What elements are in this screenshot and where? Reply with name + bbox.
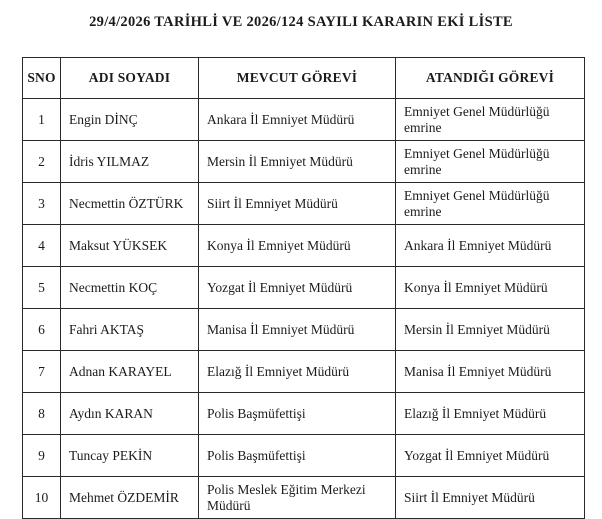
cell-current: Polis Meslek Eğitim Merkezi Müdürü — [199, 477, 396, 519]
cell-name: Tuncay PEKİN — [61, 435, 199, 477]
cell-assigned: Manisa İl Emniyet Müdürü — [396, 351, 585, 393]
cell-assigned: Elazığ İl Emniyet Müdürü — [396, 393, 585, 435]
cell-name: Engin DİNÇ — [61, 99, 199, 141]
cell-assigned: Emniyet Genel Müdürlüğü emrine — [396, 99, 585, 141]
appointments-table — [22, 57, 585, 519]
cell-name: Necmettin KOÇ — [61, 267, 199, 309]
cell-current: Elazığ İl Emniyet Müdürü — [199, 351, 396, 393]
cell-sno: 1 — [23, 99, 61, 141]
cell-assigned: Yozgat İl Emniyet Müdürü — [396, 435, 585, 477]
cell-current: Manisa İl Emniyet Müdürü — [199, 309, 396, 351]
table-body — [23, 99, 585, 519]
cell-name: Maksut YÜKSEK — [61, 225, 199, 267]
cell-current: Mersin İl Emniyet Müdürü — [199, 141, 396, 183]
table-row — [23, 225, 585, 267]
cell-current: Ankara İl Emniyet Müdürü — [199, 99, 396, 141]
header-assigned: ATANDIĞI GÖREVİ — [396, 58, 585, 99]
cell-assigned: Siirt İl Emniyet Müdürü — [396, 477, 585, 519]
cell-name: Adnan KARAYEL — [61, 351, 199, 393]
cell-current: Siirt İl Emniyet Müdürü — [199, 183, 396, 225]
cell-assigned: Mersin İl Emniyet Müdürü — [396, 309, 585, 351]
cell-sno: 7 — [23, 351, 61, 393]
cell-name: Necmettin ÖZTÜRK — [61, 183, 199, 225]
header-current: MEVCUT GÖREVİ — [199, 58, 396, 99]
cell-sno: 6 — [23, 309, 61, 351]
cell-sno: 4 — [23, 225, 61, 267]
cell-sno: 10 — [23, 477, 61, 519]
cell-sno: 3 — [23, 183, 61, 225]
cell-assigned: Konya İl Emniyet Müdürü — [396, 267, 585, 309]
table-row — [23, 267, 585, 309]
cell-sno: 8 — [23, 393, 61, 435]
cell-assigned: Emniyet Genel Müdürlüğü emrine — [396, 183, 585, 225]
cell-assigned: Emniyet Genel Müdürlüğü emrine — [396, 141, 585, 183]
table-row — [23, 309, 585, 351]
header-name: ADI SOYADI — [61, 58, 199, 99]
document-title: 29/4/2026 TARİHLİ VE 2026/124 SAYILI KARARIN EKİ LİSTE — [89, 14, 513, 30]
cell-name: Aydın KARAN — [61, 393, 199, 435]
cell-name: İdris YILMAZ — [61, 141, 199, 183]
cell-sno: 9 — [23, 435, 61, 477]
table-row — [23, 477, 585, 519]
table-row — [23, 351, 585, 393]
table-row — [23, 435, 585, 477]
table-row — [23, 183, 585, 225]
cell-sno: 2 — [23, 141, 61, 183]
cell-current: Polis Başmüfettişi — [199, 435, 396, 477]
table-row — [23, 99, 585, 141]
header-sno: SNO — [23, 58, 61, 99]
cell-name: Mehmet ÖZDEMİR — [61, 477, 199, 519]
cell-assigned: Ankara İl Emniyet Müdürü — [396, 225, 585, 267]
cell-current: Polis Başmüfettişi — [199, 393, 396, 435]
cell-sno: 5 — [23, 267, 61, 309]
table-row — [23, 393, 585, 435]
cell-name: Fahri AKTAŞ — [61, 309, 199, 351]
table-row — [23, 141, 585, 183]
table-header-row — [23, 58, 585, 99]
cell-current: Konya İl Emniyet Müdürü — [199, 225, 396, 267]
cell-current: Yozgat İl Emniyet Müdürü — [199, 267, 396, 309]
